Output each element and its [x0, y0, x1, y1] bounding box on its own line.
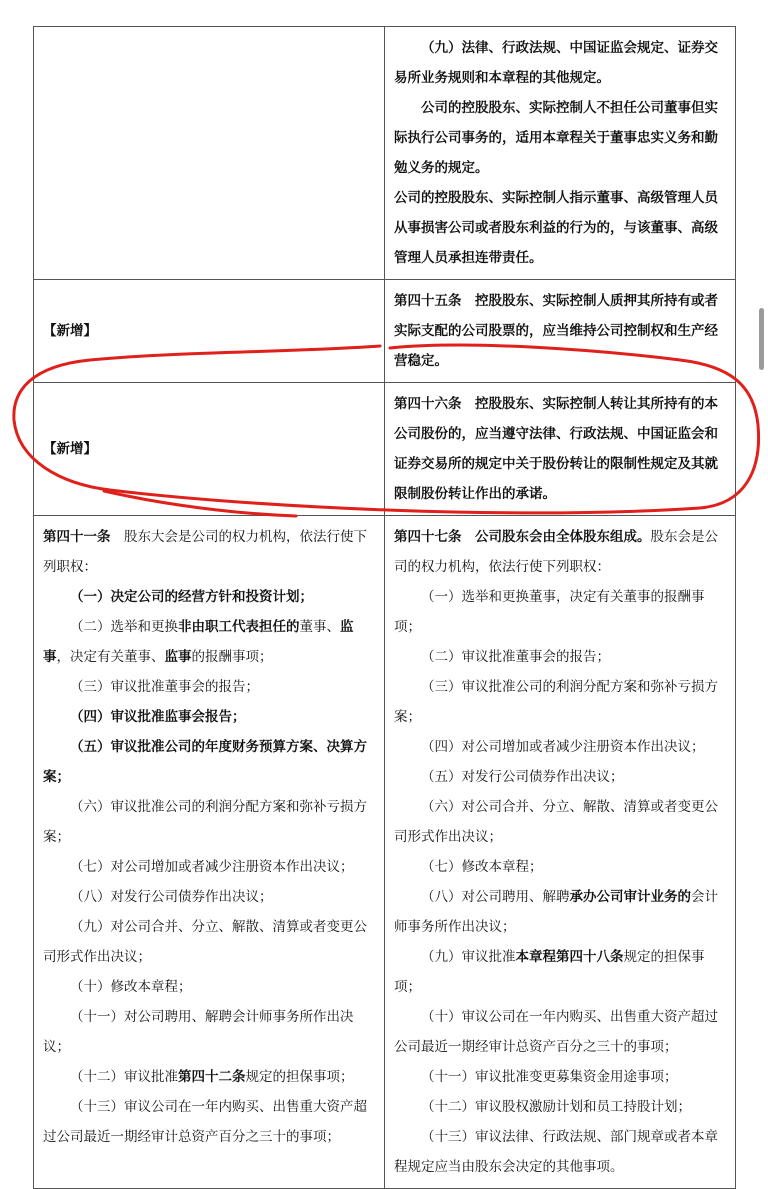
- comparison-table: [33, 26, 736, 1189]
- text: （十一）对公司聘用、解聘会计师事务所作出决议；: [43, 1009, 354, 1055]
- paragraph: [394, 1062, 727, 1092]
- text: （五）对发行公司债券作出决议；: [421, 769, 624, 785]
- paragraph: [43, 1092, 376, 1152]
- bold-text: 承办公司审计业务的: [569, 889, 691, 905]
- text: 会计师事务所作出决议；: [394, 889, 718, 935]
- paragraph: [394, 672, 727, 732]
- bold-text: （一）决定公司的经营方针和投资计划；: [70, 589, 313, 605]
- old-text-cell: [34, 516, 385, 1189]
- text: （四）对公司增加或者减少注册资本作出决议；: [421, 739, 705, 755]
- bold-text: 公司的控股股东、实际控制人指示董事、高级管理人员从事损害公司或者股东利益的行为的，与该董事、高级管理人员承担连带责任。: [394, 190, 718, 266]
- bold-text: 第四十七条 公司股东会由全体股东组成。: [394, 529, 651, 545]
- scrollbar[interactable]: [759, 308, 764, 370]
- paragraph: [43, 672, 376, 702]
- paragraph: [43, 582, 376, 612]
- paragraph: [43, 1062, 376, 1092]
- table-row: [34, 27, 736, 280]
- bold-text: 本章程第四十八条: [515, 949, 624, 965]
- text: （十）修改本章程；: [70, 979, 192, 995]
- new-text-cell: [385, 516, 736, 1189]
- paragraph: [43, 732, 376, 792]
- paragraph: [394, 852, 727, 882]
- paragraph: [394, 389, 727, 509]
- paragraph: [394, 882, 727, 942]
- text: （六）审议批准公司的利润分配方案和弥补亏损方案；: [43, 799, 367, 845]
- bold-text: 第四十二条: [178, 1069, 246, 1085]
- paragraph: [43, 1002, 376, 1062]
- old-text-cell: [34, 27, 385, 280]
- text: （二）审议批准董事会的报告；: [421, 649, 610, 665]
- text: （九）审议批准: [421, 949, 516, 965]
- bold-text: 公司的控股股东、实际控制人不担任公司董事但实际执行公司事务的，适用本章程关于董事忠实义务和勤勉义务的规定。: [394, 100, 718, 176]
- bold-text: 非由职工代表担任的: [178, 619, 300, 635]
- text: 股东会是公司的权力机构，依法行使下列职权：: [394, 529, 718, 575]
- paragraph: [394, 642, 727, 672]
- text: 规定的担保事项；: [245, 1069, 354, 1085]
- text: （十三）审议公司在一年内购买、出售重大资产超过公司最近一期经审计总资产百分之三十的事项；: [43, 1099, 367, 1145]
- bold-text: （四）审议批准监事会报告；: [70, 709, 246, 725]
- bold-text: （五）审议批准公司的年度财务预算方案、决算方案；: [43, 739, 367, 785]
- paragraph: [394, 522, 727, 582]
- bold-text: 监事: [43, 619, 354, 665]
- table-row: [34, 516, 736, 1189]
- bold-text: 第四十一条: [43, 529, 111, 545]
- paragraph: [394, 1002, 727, 1062]
- text: （三）审议批准董事会的报告；: [70, 679, 259, 695]
- text: （八）对公司聘用、解聘: [421, 889, 570, 905]
- new-added-tag: 【新增】: [43, 323, 97, 339]
- text: （七）修改本章程；: [421, 859, 543, 875]
- bold-text: （九）法律、行政法规、中国证监会规定、证券交易所业务规则和本章程的其他规定。: [394, 40, 718, 86]
- new-added-tag: 【新增】: [43, 441, 97, 457]
- text: ，决定有关董事、: [56, 649, 165, 665]
- old-text-cell: [34, 383, 385, 516]
- text: （八）对发行公司债券作出决议；: [70, 889, 273, 905]
- text: 的报酬事项；: [191, 649, 273, 665]
- paragraph: [394, 792, 727, 852]
- text: 规定的担保事项；: [394, 949, 705, 995]
- paragraph: [43, 702, 376, 732]
- paragraph: [394, 732, 727, 762]
- paragraph: [394, 33, 727, 93]
- text: （一）选举和更换董事，决定有关董事的报酬事项；: [394, 589, 705, 635]
- table-row: [34, 280, 736, 383]
- paragraph: [43, 972, 376, 1002]
- paragraph: [394, 93, 727, 183]
- paragraph: [394, 762, 727, 792]
- text: （三）审议批准公司的利润分配方案和弥补亏损方案；: [394, 679, 718, 725]
- paragraph: [394, 286, 727, 376]
- text: （十）审议公司在一年内购买、出售重大资产超过公司最近一期经审计总资产百分之三十的事项；: [394, 1009, 718, 1055]
- paragraph: [394, 942, 727, 1002]
- text: （十二）审议批准: [70, 1069, 178, 1085]
- text: （六）对公司合并、分立、解散、清算或者变更公司形式作出决议；: [394, 799, 718, 845]
- new-text-cell: [385, 27, 736, 280]
- paragraph: [43, 612, 376, 672]
- text: （二）选举和更换: [70, 619, 178, 635]
- paragraph: [43, 912, 376, 972]
- paragraph: [394, 1092, 727, 1122]
- text: 股东大会是公司的权力机构，依法行使下列职权：: [43, 529, 367, 575]
- text: （十三）审议法律、行政法规、部门规章或者本章程规定应当由股东会决定的其他事项。: [394, 1129, 718, 1175]
- paragraph: [43, 852, 376, 882]
- paragraph: [394, 1122, 727, 1182]
- table-row: [34, 383, 736, 516]
- paragraph: [394, 183, 727, 273]
- paragraph: [43, 522, 376, 582]
- new-text-cell: [385, 383, 736, 516]
- bold-text: 第四十五条 控股股东、实际控制人质押其所持有或者实际支配的公司股票的，应当维持公司控制权和生产经营稳定。: [394, 293, 718, 369]
- text: （十一）审议批准变更募集资金用途事项；: [421, 1069, 678, 1085]
- paragraph: [394, 582, 727, 642]
- paragraph: [43, 882, 376, 912]
- text: （七）对公司增加或者减少注册资本作出决议；: [70, 859, 354, 875]
- text: 董事、: [299, 619, 340, 635]
- paragraph: [43, 792, 376, 852]
- text: （十二）审议股权激励计划和员工持股计划；: [421, 1099, 691, 1115]
- new-text-cell: [385, 280, 736, 383]
- bold-text: 监事: [164, 649, 192, 665]
- old-text-cell: [34, 280, 385, 383]
- bold-text: 第四十六条 控股股东、实际控制人转让其所持有的本公司股份的，应当遵守法律、行政法规、中国证监会和证券交易所的规定中关于股份转让的限制性规定及其就限制股份转让作出的承诺。: [394, 396, 718, 502]
- text: （九）对公司合并、分立、解散、清算或者变更公司形式作出决议；: [43, 919, 367, 965]
